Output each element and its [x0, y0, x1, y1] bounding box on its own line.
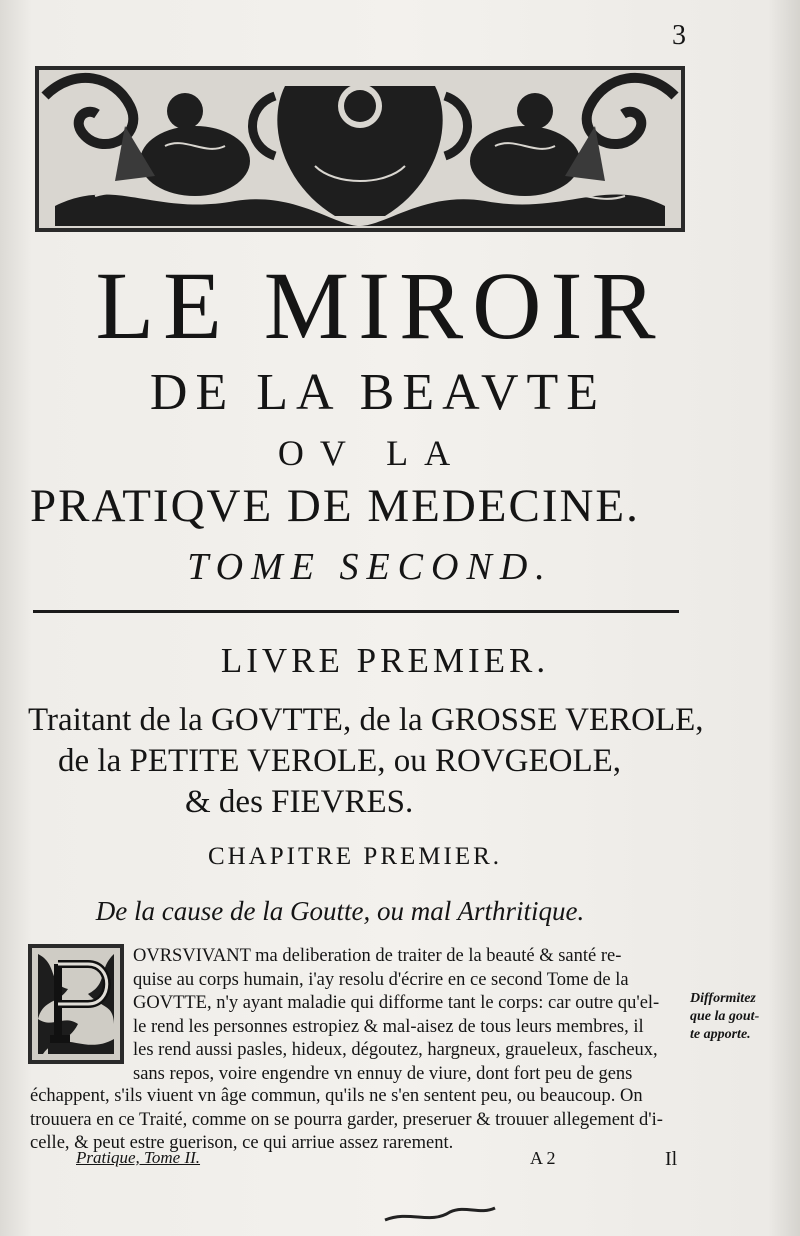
signature-mark: A 2 [530, 1148, 556, 1168]
page-number: 3 [672, 20, 686, 51]
margin-note-line: que la gout- [690, 1009, 760, 1024]
body-line: GOVTTE, n'y ayant maladie qui difforme tant le corps: car outre qu'el- [133, 993, 660, 1013]
body-line: OVRSVIVANT ma deliberation de traiter de la beauté & santé re- [133, 946, 622, 966]
subject-line-2: de la PETITE VEROLE, ou ROVGEOLE, [58, 743, 622, 779]
body-line: celle, & peut estre guerison, ce qui arriue assez rarement. [30, 1133, 454, 1153]
margin-note-line: te apporte. [690, 1027, 751, 1042]
margin-note-line: Difformitez [690, 991, 756, 1006]
body-paragraph-full [30, 1085, 680, 1156]
chapter-heading: CHAPITRE PREMIER. [207, 843, 503, 870]
title-line-1: LE MIROIR [95, 252, 665, 359]
ornamental-headpiece [35, 66, 685, 232]
horizontal-rule [33, 610, 679, 613]
body-line: les rend aussi pasles, hideux, dégoutez, hargneux, graueleux, fascheux, [133, 1040, 658, 1060]
book-heading: LIVRE PREMIER. [220, 641, 550, 680]
chapter-subtitle: De la cause de la Goutte, ou mal Arthritique. [95, 896, 585, 926]
subject-line-3: & des FIEVRES. [185, 784, 414, 820]
ink-stroke-icon [380, 1200, 500, 1230]
drop-cap-p-icon [28, 944, 124, 1064]
body-line: trouuera en ce Traité, comme on se pourra garder, preseruer & trouuer allegement d'i- [30, 1109, 663, 1130]
title-line-4: PRATIQVE DE MEDECINE. [30, 480, 640, 532]
body-line: le rend les personnes estropiez & mal-aisez de tous leurs membres, il [133, 1016, 644, 1037]
title-line-2: DE LA BEAVTE [149, 364, 607, 421]
body-line: quise au corps humain, i'ay resolu d'écrire en ce second Tome de la [133, 969, 629, 990]
body-line: échappent, s'ils viuent vn âge commun, qu'ils ne s'en sentent peu, ou beaucoup. On [30, 1086, 643, 1106]
body-line: sans repos, voire engendre vn ennuy de viure, dont fort peu de gens [133, 1063, 633, 1084]
body-paragraph-indented [133, 945, 678, 1086]
title-line-5: TOME SECOND. [187, 546, 553, 588]
marginal-note [690, 990, 759, 1044]
catchword: Il [665, 1148, 678, 1170]
title-line-3: OV LA [277, 433, 467, 473]
running-footer: Pratique, Tome II. [76, 1148, 201, 1167]
subject-line-1: Traitant de la GOVTTE, de la GROSSE VEROLE, [28, 702, 704, 738]
